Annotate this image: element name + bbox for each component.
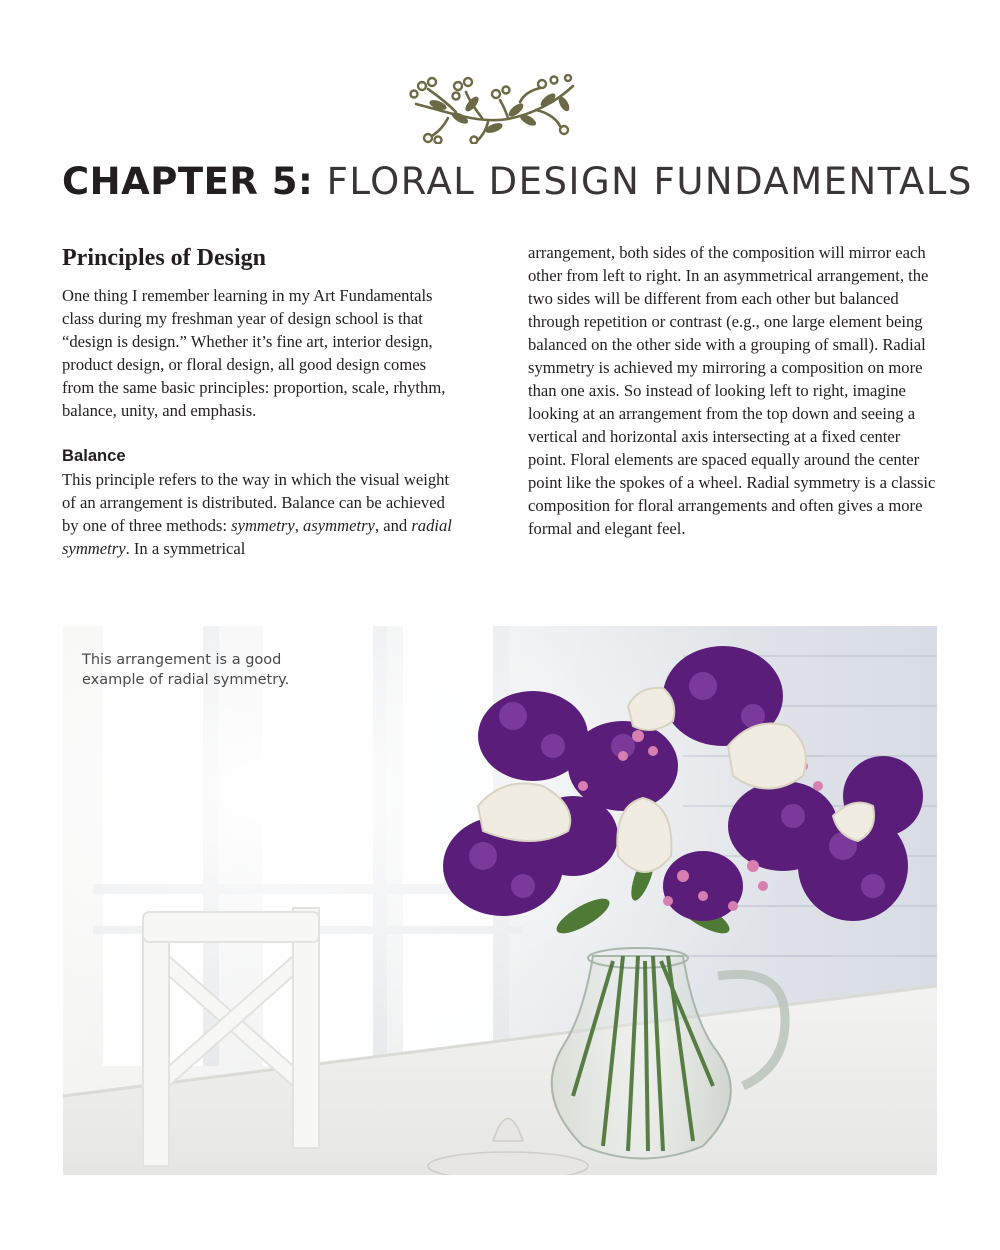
balance-heading: Balance xyxy=(62,446,126,465)
term-radial-symmetry: radial symmetry xyxy=(62,516,452,558)
term-asymmetry: asymmetry xyxy=(303,516,375,535)
term-symmetry: symmetry xyxy=(231,516,295,535)
balance-continuation-paragraph: arrangement, both sides of the composition will mirror each other from left to right. In an asymmetrical arrangement, the two sides will be different from each other but balanced through repetition or contrast (e.g., one large element being balanced on the other side with a grouping of small). Radial symmetry is achieved my mirroring a composition on more than one axis. So instead of looking left to right, imagine looking at an arrangement from the top down and seeing a vertical and horizontal axis intersecting at a fixed center point. Floral elements are spaced equally around the center point like the spokes of a wheel. Radial symmetry is a classic composition for floral arrangements and often gives a more formal and elegant feel. xyxy=(528,243,936,538)
right-column xyxy=(528,241,940,540)
balance-text-1: This principle refers to the way in which the visual weight of an arrangement is distributed. Balance can be achieved by one of three methods: xyxy=(62,470,450,535)
left-column xyxy=(62,240,462,560)
photo-caption: This arrangement is a good example of radial symmetry. xyxy=(82,652,290,688)
chapter-title xyxy=(62,160,973,204)
intro-paragraph: One thing I remember learning in my Art Fundamentals class during my freshman year of design school is that “design is design.” Whether it’s fine art, interior design, product design, or floral design, all good design comes from the same basic principles: proportion, scale, rhythm, balance, unity, and emphasis. xyxy=(62,286,446,420)
section-heading: Principles of Design xyxy=(62,245,266,271)
balance-sep-1: , xyxy=(294,516,304,535)
balance-text-2: . In a symmetrical xyxy=(125,539,246,558)
berry-branch-ornament-icon xyxy=(408,74,578,144)
balance-sep-2: , and xyxy=(374,516,412,535)
chapter-name: FLORAL DESIGN FUNDAMENTALS xyxy=(326,160,973,203)
chapter-label: CHAPTER 5: xyxy=(62,160,314,203)
flower-arrangement-photo xyxy=(63,626,937,1175)
balance-paragraph xyxy=(62,468,462,560)
